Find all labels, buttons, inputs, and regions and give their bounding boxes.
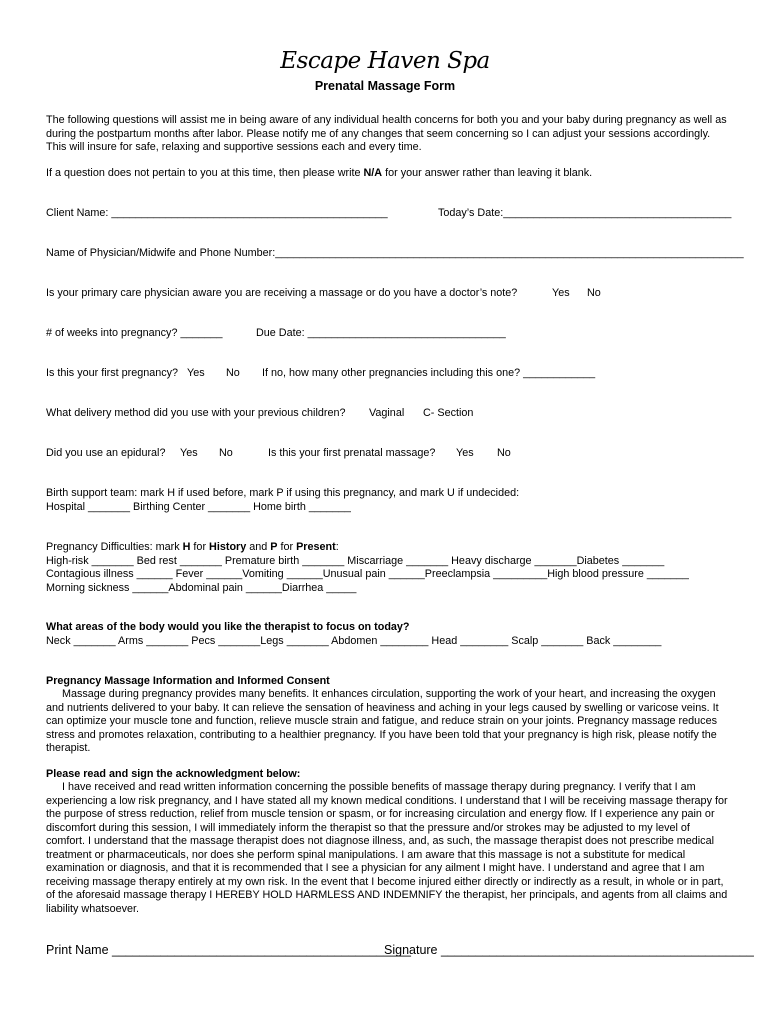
delivery-csection-option[interactable]: C- Section xyxy=(423,407,474,419)
difficulties-p: P xyxy=(270,541,278,553)
delivery-vaginal-option[interactable]: Vaginal xyxy=(369,407,405,419)
consent-body-text: Massage during pregnancy provides many benefits. It enhances circulation, supporting the work of your heart, and increasing the oxygen and nutrients delivered to your baby. It can relieve the sensation of heaviness and aching in your legs caused by swelling or varicose veins. It can optimize your muscle tone and function, relieve muscle strain and fatigue, and reduce strain on your joints. Pregnancy massage reduces stress and promotes relaxation, contributing to a healthier pregnancy. If you have been told that your pregnancy is high risk, please notify the therapist. xyxy=(46,688,719,754)
acknowledgment-body-text: I have received and read written information concerning the possible benefits of massage therapy during pregnancy. I verify that I am experiencing a low risk pregnancy, and I have stated all my known medical conditions. I understand that I will be receiving massage therapy for the purpose of stress reduction, relief from muscle tension or spasm, or for increasing circulation and energy flow. If I experience any pain or discomfort during this session, I will immediately inform the therapist so that the pressure and/or strokes may be adjusted to my level of comfort. I understand that the massage therapist does not diagnose illness, and, as such, the massage therapist does not prescribe medical treatment or pharmaceuticals, nor does she perform spinal manipulations. I am aware that this massage is not a substitute for medical examination or diagnosis, and that it is recommended that I see a physician for any ailment I might have. I understand and agree that I am receiving massage therapy entirely at my own risk. In the event that I become injured either directly or indirectly as a result, in whole or in part, of the aforesaid massage therapy I HEREBY HOLD HARMLESS AND INDEMNIFY the therapist, her principals, and agents from all claims and liability whatsoever. xyxy=(46,781,728,915)
birth-support-fields[interactable]: Hospital _______ Birthing Center _______ Home birth _______ xyxy=(46,501,351,513)
difficulties-line-1[interactable]: High-risk _______ Bed rest _______ Premature birth _______ Miscarriage _______ Heavy discharge _______Diabetes _______ xyxy=(46,555,665,567)
physician-aware-question: Is your primary care physician aware you are receiving a massage or do you have a doctor’s note? xyxy=(46,287,518,299)
delivery-method-question: What delivery method did you use with your previous children? xyxy=(46,407,346,419)
client-name-field[interactable]: Client Name: ______________________________________________ xyxy=(46,207,388,219)
first-prenatal-question: Is this your first prenatal massage? xyxy=(268,447,436,459)
difficulties-label xyxy=(46,541,339,553)
first-pregnancy-no[interactable]: No xyxy=(226,367,240,379)
difficulties-for2: for xyxy=(277,541,297,553)
focus-areas-fields[interactable]: Neck _______ Arms _______ Pecs _______Legs _______ Abdomen ________ Head ________ Scalp _______ Back ________ xyxy=(46,635,662,647)
first-prenatal-yes[interactable]: Yes xyxy=(456,447,474,459)
print-name-field[interactable]: Print Name ___________________________________________ xyxy=(46,943,411,957)
difficulties-history: History xyxy=(209,541,247,553)
epidural-yes[interactable]: Yes xyxy=(180,447,198,459)
weeks-pregnant-field[interactable]: # of weeks into pregnancy? _______ xyxy=(46,327,223,339)
difficulties-for1: for xyxy=(190,541,210,553)
epidural-question: Did you use an epidural? xyxy=(46,447,166,459)
brand-title: Escape Haven Spa xyxy=(280,48,490,74)
first-pregnancy-question: Is this your first pregnancy? xyxy=(46,367,179,379)
other-pregnancies-field[interactable]: If no, how many other pregnancies including this one? ____________ xyxy=(262,367,596,379)
form-title: Prenatal Massage Form xyxy=(314,79,456,93)
birth-support-label: Birth support team: mark H if used before, mark P if using this pregnancy, and mark U if undecided: xyxy=(46,487,520,499)
difficulties-h: H xyxy=(182,541,191,553)
physician-field[interactable]: Name of Physician/Midwife and Phone Number:______________________________________________________________________________ xyxy=(46,247,744,259)
due-date-field[interactable]: Due Date: _________________________________ xyxy=(256,327,506,339)
difficulties-present: Present xyxy=(296,541,336,553)
na-instruction-text: If a question does not pertain to you at this time, then please write xyxy=(46,167,364,179)
difficulties-and: and xyxy=(246,541,271,553)
intro-paragraph: The following questions will assist me in being aware of any individual health concerns for both you and your baby during pregnancy as well as during the postpartum months after labor. Please notify me of any changes that seem concerning so I can adjust your sessions accordingly. This will insure for safe, relaxing and supportive sessions each and every time. xyxy=(46,114,727,153)
physician-aware-no[interactable]: No xyxy=(587,287,601,299)
difficulties-colon: : xyxy=(335,541,339,553)
difficulties-line-3[interactable]: Morning sickness ______Abdominal pain ______Diarrhea _____ xyxy=(46,582,357,594)
physician-aware-yes[interactable]: Yes xyxy=(552,287,570,299)
todays-date-field[interactable]: Today’s Date:______________________________________ xyxy=(438,207,732,219)
consent-heading: Pregnancy Massage Information and Informed Consent xyxy=(46,675,330,687)
na-instruction-text-end: for your answer rather than leaving it blank. xyxy=(382,167,593,179)
acknowledgment-body xyxy=(46,781,730,916)
epidural-no[interactable]: No xyxy=(219,447,233,459)
first-prenatal-no[interactable]: No xyxy=(497,447,511,459)
signature-field[interactable]: Signature _____________________________________________ xyxy=(384,943,754,957)
difficulties-line-2[interactable]: Contagious illness ______ Fever ______Vomiting ______Unusual pain ______Preeclampsia _________High blood pressure _______ xyxy=(46,568,689,580)
focus-question: What areas of the body would you like the therapist to focus on today? xyxy=(46,621,410,633)
acknowledgment-heading: Please read and sign the acknowledgment below: xyxy=(46,768,301,780)
na-instruction xyxy=(46,167,730,181)
difficulties-pre: Pregnancy Difficulties: mark xyxy=(46,541,183,553)
first-pregnancy-yes[interactable]: Yes xyxy=(187,367,205,379)
na-instruction-bold: N/A xyxy=(363,167,383,179)
consent-body xyxy=(46,688,730,756)
